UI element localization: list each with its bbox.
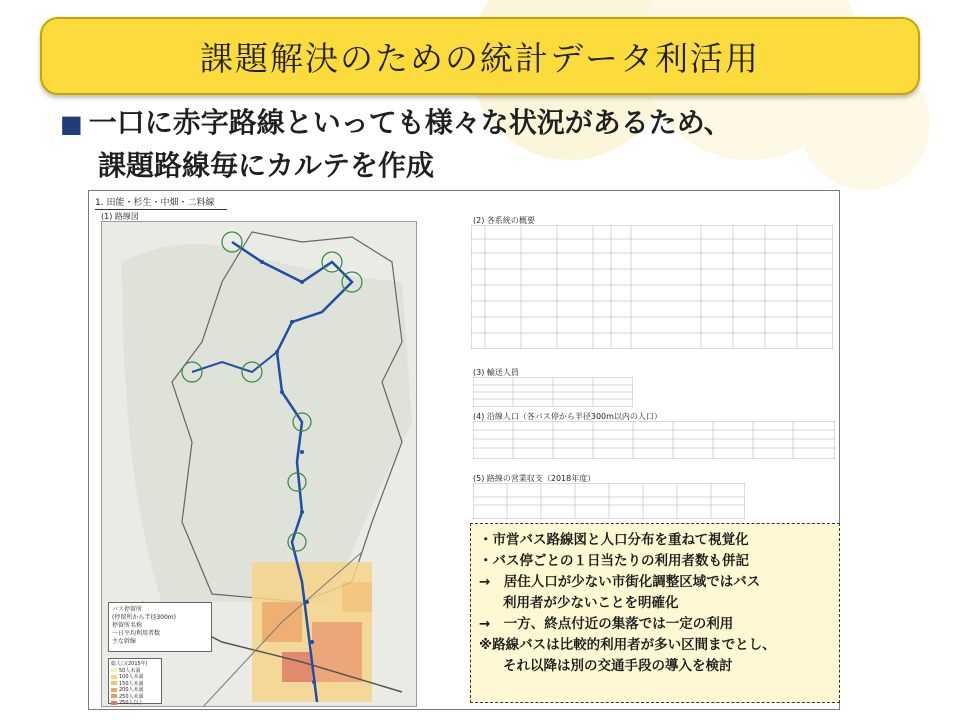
legend-item-daily-users: 一日平均利用者数 <box>112 630 161 637</box>
legend-item-stop-name: 停留所名称 <box>112 622 143 629</box>
population-grid <box>252 562 372 702</box>
note-line: ・市営バス路線図と人口分布を重ねて視覚化 <box>479 532 749 548</box>
section-overview-label: (2) 各系統の概要 <box>473 216 535 225</box>
pop-legend-row: 250人以上 <box>119 700 144 706</box>
title-banner <box>40 17 920 95</box>
pop-legend-row: 150人未満 <box>119 680 144 687</box>
section-riders-label: (3) 輸送人員 <box>473 368 519 377</box>
legend-item-radius: (停留所から半径300m) <box>112 614 176 621</box>
riders-table <box>473 377 633 407</box>
section-population-label: (4) 沿線人口（各バス停から半径300m以内の人口） <box>473 412 662 421</box>
pop-legend-row: 200人未満 <box>119 687 144 693</box>
pop-legend-row: 250人未満 <box>119 693 144 700</box>
section-map-label: (1) 路線図 <box>101 212 139 221</box>
route-map <box>101 221 417 707</box>
note-line: それ以降は別の交通手段の導入を検討 <box>503 658 733 674</box>
square-bullet-icon: ■ <box>60 110 83 138</box>
pop-legend-row: 50人未満 <box>119 667 141 674</box>
population-legend <box>108 658 162 704</box>
overview-table <box>471 225 833 349</box>
note-line: → 一方、終点付近の集落では一定の利用 <box>479 616 734 632</box>
page-title: 課題解決のための統計データ利活用 <box>200 38 760 78</box>
legend-item-main-road: 主な幹線 <box>112 638 137 645</box>
summary-notes <box>470 523 840 703</box>
document-header: 1. 田能・杉生・中畑・二料線 <box>95 195 227 210</box>
population-table <box>473 421 835 459</box>
note-line: ・バス停ごとの１日当たりの利用者数も併記 <box>479 553 749 569</box>
population-legend-title: 総人口(2015年) <box>111 661 148 667</box>
note-line: ※路線バスは比較的利用者が多い区間までとし、 <box>479 637 776 653</box>
subtitle-line-2: 課題路線毎にカルテを作成 <box>98 149 435 182</box>
subtitle-line-1: 一口に赤字路線といっても様々な状況があるため、 <box>88 106 732 139</box>
finance-table <box>473 483 745 519</box>
map-legend <box>108 602 212 652</box>
note-line: 利用者が少ないことを明確化 <box>503 595 679 611</box>
subtitle <box>60 102 940 187</box>
note-line: → 居住人口が少ない市街化調整区域ではバス <box>479 574 761 590</box>
pop-legend-row: 100人未満 <box>119 674 144 680</box>
legend-item-stop: バス停留所 <box>112 606 143 613</box>
section-finance-label: (5) 路線の営業収支（2018年度） <box>473 474 596 483</box>
